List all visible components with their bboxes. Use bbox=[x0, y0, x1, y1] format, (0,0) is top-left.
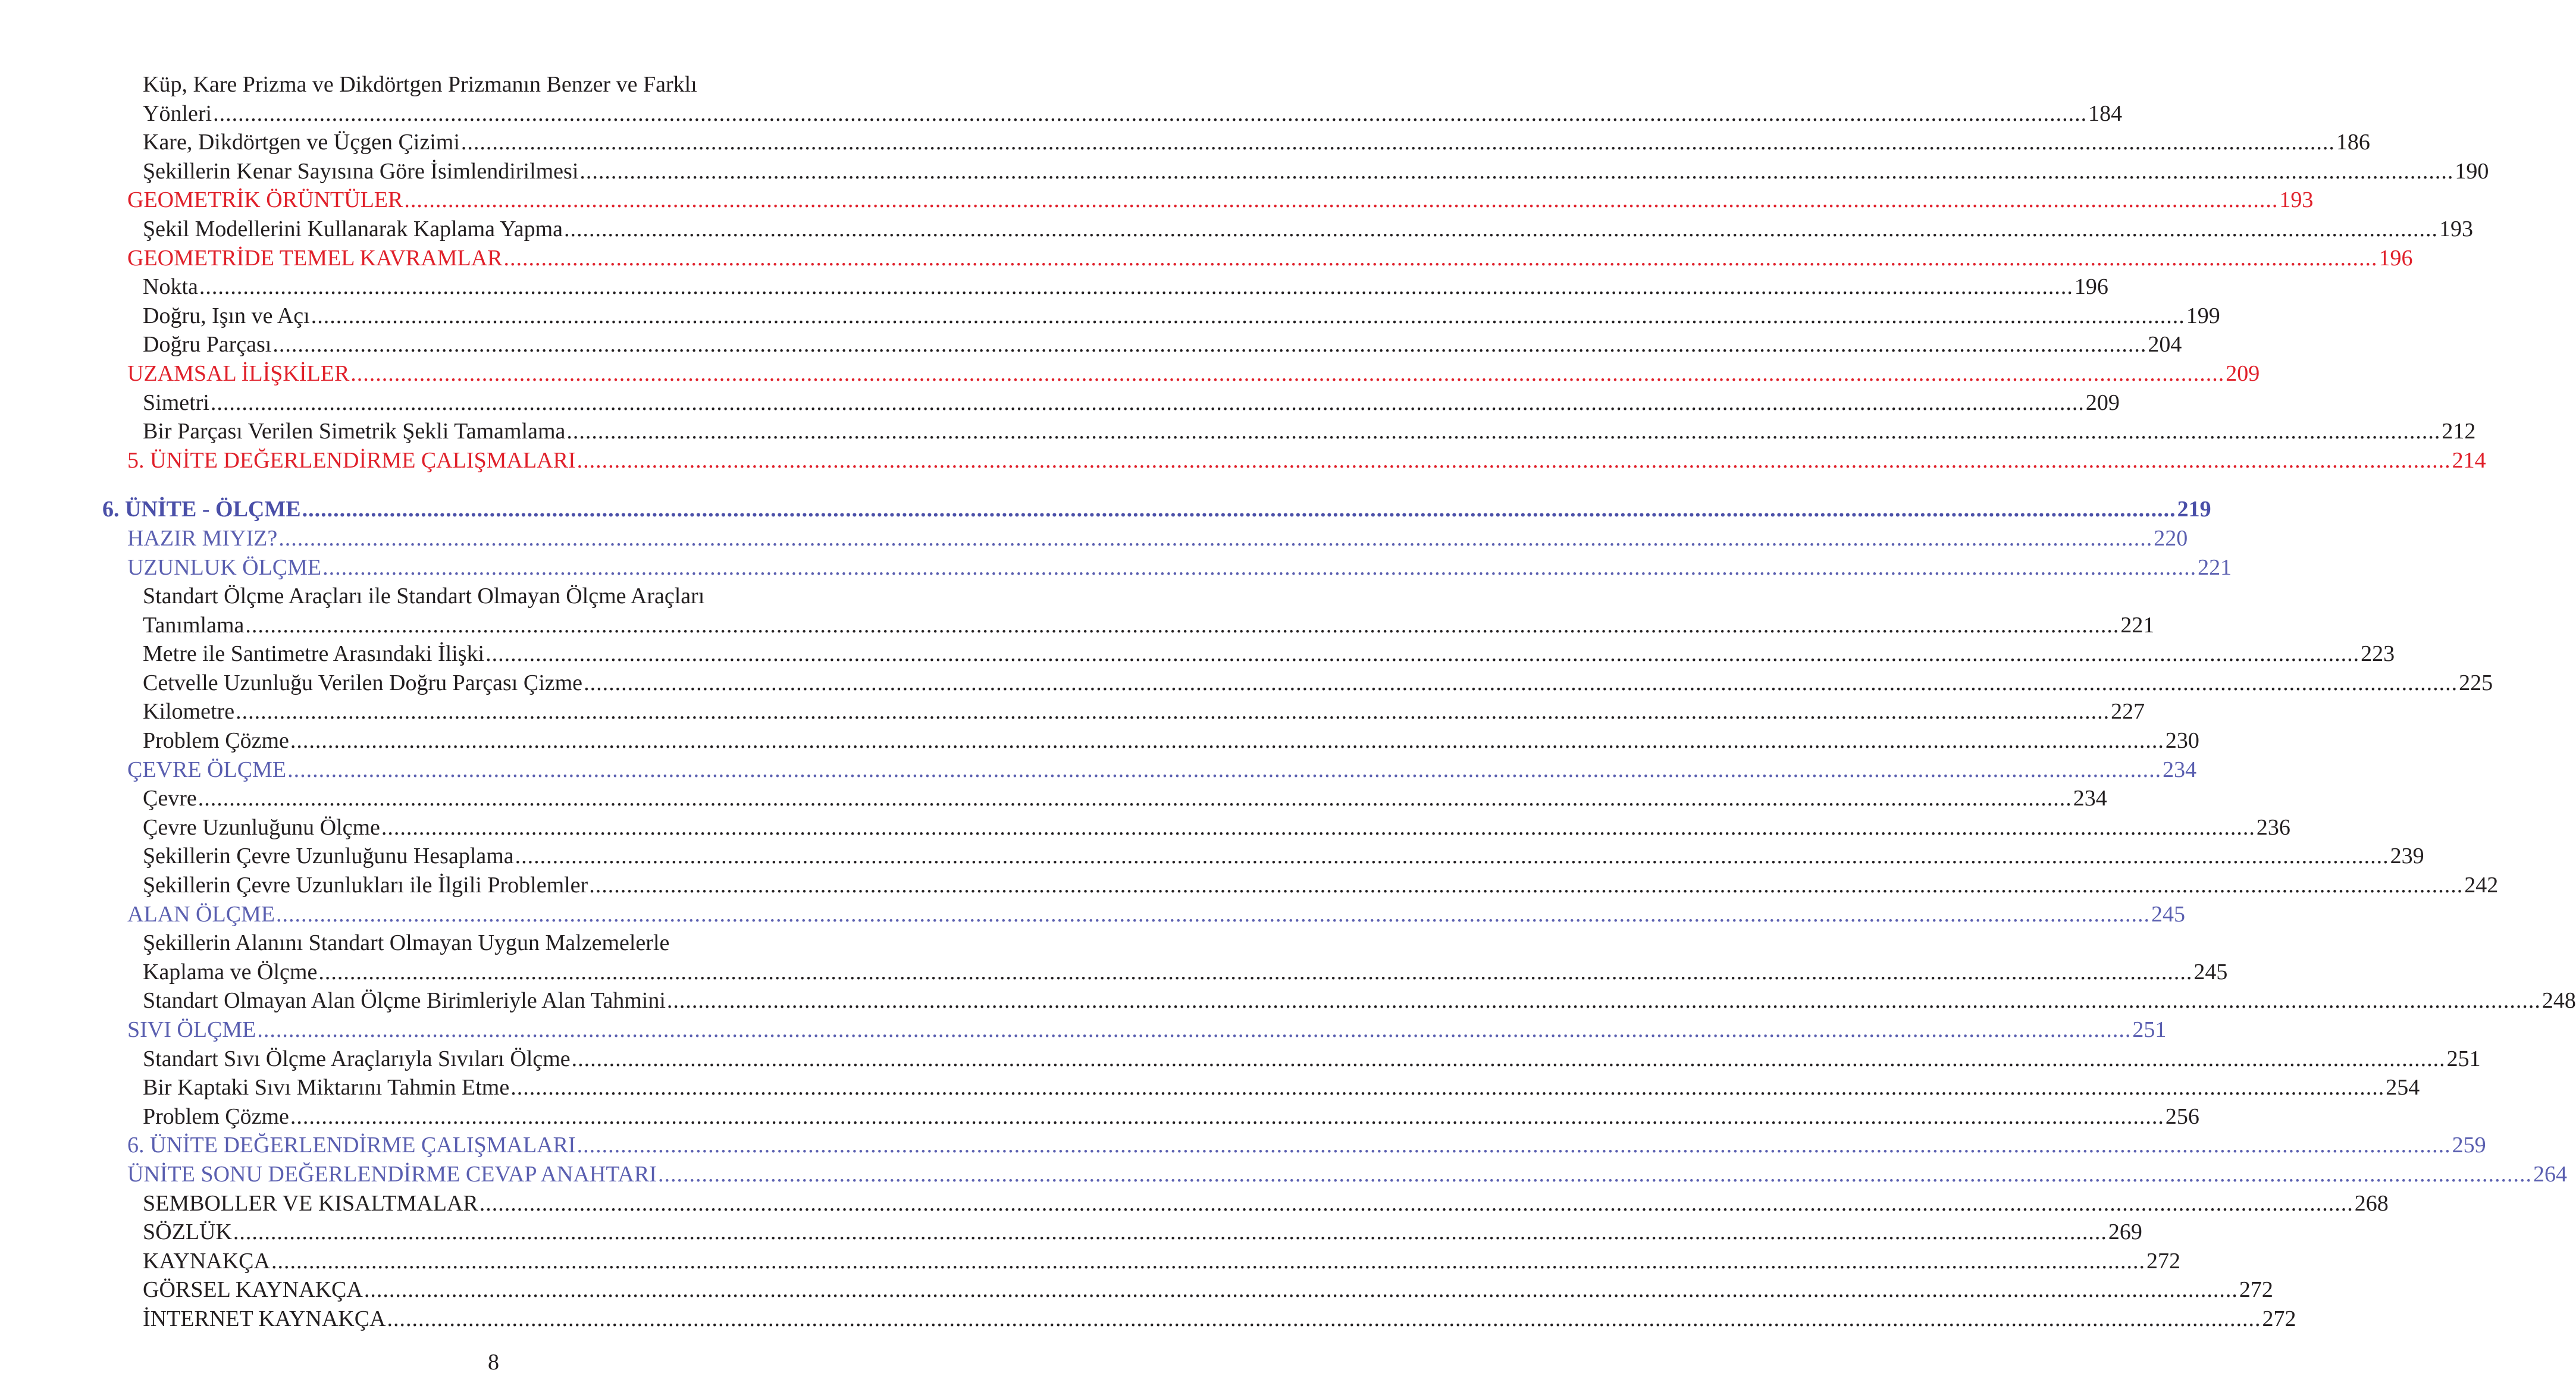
toc-entry-line bbox=[127, 553, 2232, 582]
toc-entry-line bbox=[143, 639, 2395, 669]
toc-entry-line bbox=[127, 524, 2188, 553]
toc-group-unit-6 bbox=[0, 495, 2576, 1333]
toc-entry-title: İNTERNET KAYNAKÇA bbox=[143, 1305, 387, 1334]
dot-leader: ............................................................................................................................................................................................................................................................................................................ bbox=[278, 525, 2153, 551]
dot-leader: ............................................................................................................................................................................................................................................................................................................ bbox=[479, 1190, 2354, 1216]
toc-entry-line bbox=[143, 1247, 2180, 1276]
toc-entry[interactable] bbox=[0, 697, 2145, 726]
toc-entry-title: Kaplama ve Ölçme bbox=[143, 958, 318, 987]
toc-entry[interactable] bbox=[0, 1015, 2167, 1045]
dot-leader: ............................................................................................................................................................................................................................................................................................................ bbox=[584, 670, 2458, 695]
toc-entry-page: 193 bbox=[2278, 186, 2313, 215]
toc-entry-page: 220 bbox=[2152, 524, 2188, 553]
dot-leader: ............................................................................................................................................................................................................................................................................................................ bbox=[272, 332, 2147, 358]
toc-entry-page: 245 bbox=[2150, 900, 2185, 929]
unit-gap bbox=[0, 475, 987, 495]
toc-entry-line bbox=[127, 1015, 2167, 1045]
toc-entry[interactable] bbox=[0, 157, 2489, 186]
toc-entry-title: Tanımlama bbox=[143, 611, 245, 640]
dot-leader: ............................................................................................................................................................................................................................................................................................................ bbox=[198, 786, 2072, 811]
toc-entry[interactable] bbox=[0, 417, 2476, 446]
toc-entry[interactable] bbox=[0, 1131, 2486, 1160]
toc-entry-title: UZUNLUK ÖLÇME bbox=[127, 553, 322, 582]
dot-leader: ............................................................................................................................................................................................................................................................................................................ bbox=[387, 1306, 2261, 1331]
toc-entry[interactable] bbox=[0, 813, 2290, 842]
toc-entry-line bbox=[143, 958, 2228, 987]
dot-leader: ............................................................................................................................................................................................................................................................................................................ bbox=[589, 873, 2464, 898]
toc-entry-page: 245 bbox=[2192, 958, 2227, 987]
toc-entry-line bbox=[143, 611, 2155, 640]
dot-leader: ............................................................................................................................................................................................................................................................................................................ bbox=[485, 641, 2360, 667]
toc-entry-title: Standart Olmayan Alan Ölçme Birimleriyle Alan Tahmini bbox=[143, 986, 667, 1015]
toc-entry-line bbox=[127, 359, 2260, 388]
dot-leader: ............................................................................................................................................................................................................................................................................................................ bbox=[381, 814, 2255, 840]
dot-leader: ............................................................................................................................................................................................................................................................................................................ bbox=[566, 419, 2441, 444]
toc-entry[interactable] bbox=[0, 611, 2155, 640]
toc-entry-page: 225 bbox=[2458, 669, 2493, 698]
toc-entry[interactable] bbox=[0, 99, 2123, 128]
toc-entry-page: 184 bbox=[2087, 99, 2122, 128]
toc-entry-title: KAYNAKÇA bbox=[143, 1247, 271, 1276]
toc-entry-title: Standart Sıvı Ölçme Araçlarıyla Sıvıları Ölçme bbox=[143, 1045, 572, 1074]
toc-entry-page: 193 bbox=[2438, 215, 2473, 244]
toc-entry[interactable] bbox=[0, 1073, 2420, 1102]
toc-entry-title: Şekillerin Kenar Sayısına Göre İsimlendirilmesi bbox=[143, 157, 579, 186]
toc-entry[interactable] bbox=[0, 446, 2486, 475]
dot-leader: ............................................................................................................................................................................................................................................................................................................ bbox=[318, 959, 2193, 985]
toc-entry[interactable] bbox=[0, 842, 2424, 871]
toc-entry-title: Çevre bbox=[143, 784, 198, 813]
dot-leader: ............................................................................................................................................................................................................................................................................................................ bbox=[311, 303, 2185, 328]
toc-entry-line bbox=[143, 330, 2182, 359]
toc-entry-title: GEOMETRİDE TEMEL KAVRAMLAR bbox=[127, 244, 504, 273]
toc-entry-line bbox=[143, 1275, 2273, 1305]
dot-leader: ............................................................................................................................................................................................................................................................................................................ bbox=[503, 245, 2378, 271]
toc-entry-first-line: Şekillerin Alanını Standart Olmayan Uygun Malzemelerle bbox=[143, 930, 670, 956]
toc-entry-page: 209 bbox=[2085, 388, 2120, 418]
dot-leader: ............................................................................................................................................................................................................................................................................................................ bbox=[236, 699, 2110, 725]
toc-entry-page: 242 bbox=[2463, 871, 2498, 900]
toc-entry-page: 256 bbox=[2164, 1102, 2199, 1131]
toc-entry-line bbox=[143, 784, 2107, 813]
toc-entry-title: Bir Parçası Verilen Simetrik Şekli Tamamlama bbox=[143, 417, 566, 446]
toc-entry-line bbox=[127, 755, 2197, 785]
dot-leader: ............................................................................................................................................................................................................................................................................................................ bbox=[515, 844, 2389, 869]
toc-entry-title: Simetri bbox=[143, 388, 211, 418]
toc-entry-title: Cetvelle Uzunluğu Verilen Doğru Parçası Çizme bbox=[143, 669, 584, 698]
toc-entry-title: SÖZLÜK bbox=[143, 1218, 233, 1247]
toc-entry-page: 254 bbox=[2384, 1073, 2420, 1102]
toc-entry-title: Yönleri bbox=[143, 99, 213, 128]
dot-leader: ............................................................................................................................................................................................................................................................................................................ bbox=[350, 360, 2225, 386]
toc-entry-line bbox=[143, 1045, 2481, 1074]
toc-entry[interactable] bbox=[0, 524, 2188, 553]
toc-entry-page: 269 bbox=[2107, 1218, 2142, 1247]
toc-entry[interactable] bbox=[0, 1160, 2567, 1189]
toc-entry-page: 221 bbox=[2196, 553, 2232, 582]
toc-entry-page: 196 bbox=[2073, 272, 2108, 302]
toc-entry[interactable] bbox=[0, 669, 2493, 698]
toc-entry-first-line: Standart Ölçme Araçları ile Standart Olmayan Ölçme Araçları bbox=[143, 584, 705, 609]
toc-entry-title: Çevre Uzunluğunu Ölçme bbox=[143, 813, 381, 842]
dot-leader: ............................................................................................................................................................................................................................................................................................................ bbox=[460, 130, 2335, 155]
dot-leader: ............................................................................................................................................................................................................................................................................................................ bbox=[213, 101, 2088, 126]
toc-entry[interactable] bbox=[0, 186, 2314, 215]
toc-entry[interactable] bbox=[0, 1189, 2389, 1218]
toc-entry-line bbox=[127, 900, 2186, 929]
toc-entry[interactable] bbox=[0, 128, 2370, 157]
toc-entry-line bbox=[143, 215, 2474, 244]
toc-entry-line bbox=[143, 669, 2493, 698]
toc-entry-page: 248 bbox=[2541, 986, 2576, 1015]
toc-entry-line bbox=[102, 495, 2211, 524]
toc-entry-title: 5. ÜNİTE DEĞERLENDİRME ÇALIŞMALARI bbox=[127, 446, 577, 475]
toc-entry-title: Problem Çözme bbox=[143, 726, 290, 755]
toc-entry-title: Şekil Modellerini Kullanarak Kaplama Yapma bbox=[143, 215, 564, 244]
table-of-contents bbox=[0, 70, 2576, 1334]
toc-entry-first-line: Küp, Kare Prizma ve Dikdörtgen Prizmanın Benzer ve Farklı bbox=[143, 72, 697, 97]
toc-entry-line bbox=[143, 388, 2120, 418]
dot-leader: ............................................................................................................................................................................................................................................................................................................ bbox=[257, 1017, 2132, 1042]
toc-entry-title: Şekillerin Çevre Uzunlukları ile İlgili Problemler bbox=[143, 871, 589, 900]
toc-entry-title: Doğru, Işın ve Açı bbox=[143, 302, 311, 331]
toc-entry-line bbox=[127, 186, 2314, 215]
toc-entry[interactable] bbox=[0, 1247, 2180, 1276]
toc-entry[interactable] bbox=[0, 215, 2474, 244]
toc-entry-title: 6. ÜNİTE - ÖLÇME bbox=[102, 495, 302, 524]
toc-entry-line bbox=[143, 1102, 2199, 1131]
toc-entry-title: ALAN ÖLÇME bbox=[127, 900, 276, 929]
toc-entry-line bbox=[127, 1160, 2567, 1189]
toc-entry-page: 199 bbox=[2185, 302, 2220, 331]
toc-entry-line bbox=[143, 871, 2499, 900]
dot-leader: ............................................................................................................................................................................................................................................................................................................ bbox=[199, 274, 2073, 300]
dot-leader: ............................................................................................................................................................................................................................................................................................................ bbox=[657, 1161, 2532, 1187]
dot-leader: ............................................................................................................................................................................................................................................................................................................ bbox=[287, 757, 2162, 782]
page-number: 8 bbox=[488, 1350, 499, 1375]
toc-entry-page: 272 bbox=[2238, 1275, 2273, 1305]
toc-entry[interactable] bbox=[0, 330, 2182, 359]
toc-entry-title: Metre ile Santimetre Arasındaki İlişki bbox=[143, 639, 485, 669]
toc-entry-line bbox=[127, 244, 2413, 273]
toc-entry[interactable] bbox=[0, 755, 2197, 785]
dot-leader: ............................................................................................................................................................................................................................................................................................................ bbox=[576, 447, 2451, 473]
toc-entry-page: 196 bbox=[2378, 244, 2413, 273]
toc-entry-page: 264 bbox=[2532, 1160, 2567, 1189]
toc-entry-page: 234 bbox=[2072, 784, 2107, 813]
dot-leader: ............................................................................................................................................................................................................................................................................................................ bbox=[666, 988, 2541, 1014]
toc-entry-title: Bir Kaptaki Sıvı Miktarını Tahmin Etme bbox=[143, 1073, 510, 1102]
toc-entry-title: Nokta bbox=[143, 272, 199, 302]
dot-leader: ............................................................................................................................................................................................................................................................................................................ bbox=[302, 497, 2176, 522]
dot-leader: ............................................................................................................................................................................................................................................................................................................ bbox=[404, 187, 2279, 213]
toc-entry-page: 230 bbox=[2164, 726, 2199, 755]
toc-entry[interactable] bbox=[0, 302, 2220, 331]
dot-leader: ............................................................................................................................................................................................................................................................................................................ bbox=[322, 554, 2197, 580]
toc-entry-title: GÖRSEL KAYNAKÇA bbox=[143, 1275, 364, 1305]
toc-entry-page: 186 bbox=[2335, 128, 2370, 157]
toc-entry[interactable] bbox=[0, 1275, 2273, 1305]
toc-entry-line bbox=[143, 157, 2489, 186]
dot-leader: ............................................................................................................................................................................................................................................................................................................ bbox=[245, 612, 2120, 638]
dot-leader: ............................................................................................................................................................................................................................................................................................................ bbox=[510, 1075, 2385, 1101]
dot-leader: ............................................................................................................................................................................................................................................................................................................ bbox=[290, 728, 2164, 754]
toc-entry-page: 272 bbox=[2261, 1305, 2296, 1334]
toc-entry-line bbox=[143, 1218, 2142, 1247]
dot-leader: ............................................................................................................................................................................................................................................................................................................ bbox=[571, 1046, 2446, 1071]
toc-entry-page: 268 bbox=[2354, 1189, 2389, 1218]
toc-entry[interactable] bbox=[0, 871, 2499, 900]
toc-entry-page: 204 bbox=[2146, 330, 2182, 359]
toc-entry-page: 212 bbox=[2440, 417, 2475, 446]
toc-entry-line bbox=[127, 446, 2486, 475]
toc-entry-page: 272 bbox=[2145, 1247, 2180, 1276]
toc-entry-page: 251 bbox=[2131, 1015, 2166, 1045]
dot-leader: ............................................................................................................................................................................................................................................................................................................ bbox=[564, 216, 2439, 242]
toc-entry[interactable] bbox=[0, 639, 2395, 669]
dot-leader: ............................................................................................................................................................................................................................................................................................................ bbox=[363, 1277, 2238, 1303]
toc-entry-line bbox=[143, 986, 2576, 1015]
toc-entry-line bbox=[143, 1189, 2389, 1218]
toc-entry-title: Şekillerin Çevre Uzunluğunu Hesaplama bbox=[143, 842, 515, 871]
toc-entry-page: 221 bbox=[2119, 611, 2154, 640]
toc-entry-title: 6. ÜNİTE DEĞERLENDİRME ÇALIŞMALARI bbox=[127, 1131, 577, 1160]
toc-entry-title: Doğru Parçası bbox=[143, 330, 272, 359]
toc-entry-page: 214 bbox=[2451, 446, 2486, 475]
toc-entry-line bbox=[143, 1305, 2296, 1334]
toc-entry-title: SIVI ÖLÇME bbox=[127, 1015, 257, 1045]
toc-entry[interactable] bbox=[0, 272, 2108, 302]
toc-entry[interactable] bbox=[0, 359, 2260, 388]
toc-entry-line bbox=[143, 697, 2145, 726]
toc-entry-title: Kilometre bbox=[143, 697, 236, 726]
toc-entry-page: 190 bbox=[2453, 157, 2489, 186]
toc-entry[interactable] bbox=[0, 986, 2576, 1015]
dot-leader: ............................................................................................................................................................................................................................................................................................................ bbox=[210, 390, 2085, 415]
toc-entry[interactable] bbox=[0, 1305, 2296, 1334]
toc-entry-page: 234 bbox=[2161, 755, 2196, 785]
dot-leader: ............................................................................................................................................................................................................................................................................................................ bbox=[276, 901, 2151, 927]
toc-entry-line bbox=[143, 272, 2108, 302]
toc-entry-line bbox=[143, 128, 2370, 157]
toc-entry-page: 219 bbox=[2176, 495, 2211, 524]
toc-entry-line bbox=[127, 1131, 2486, 1160]
toc-entry[interactable] bbox=[0, 388, 2120, 418]
toc-entry[interactable] bbox=[0, 784, 2107, 813]
toc-entry-page: 223 bbox=[2359, 639, 2395, 669]
toc-entry-line bbox=[143, 813, 2290, 842]
toc-entry-page: 259 bbox=[2451, 1131, 2486, 1160]
toc-entry[interactable] bbox=[0, 1218, 2142, 1247]
toc-entry-title: Kare, Dikdörtgen ve Üçgen Çizimi bbox=[143, 128, 461, 157]
toc-entry-line bbox=[143, 417, 2476, 446]
toc-entry-title: UZAMSAL İLİŞKİLER bbox=[127, 359, 350, 388]
toc-entry[interactable] bbox=[0, 958, 2228, 987]
toc-entry[interactable] bbox=[0, 900, 2186, 929]
toc-entry-title: GEOMETRİK ÖRÜNTÜLER bbox=[127, 186, 404, 215]
toc-entry[interactable] bbox=[0, 553, 2232, 582]
toc-entry-line bbox=[143, 1073, 2420, 1102]
toc-entry-page: 209 bbox=[2224, 359, 2260, 388]
toc-entry-title: HAZIR MIYIZ? bbox=[127, 524, 278, 553]
toc-entry-title: SEMBOLLER VE KISALTMALAR bbox=[143, 1189, 480, 1218]
dot-leader: ............................................................................................................................................................................................................................................................................................................ bbox=[271, 1248, 2145, 1274]
dot-leader: ............................................................................................................................................................................................................................................................................................................ bbox=[233, 1219, 2107, 1245]
toc-group-unit-5 bbox=[0, 70, 2489, 475]
toc-entry[interactable] bbox=[0, 495, 2211, 524]
toc-entry[interactable] bbox=[0, 726, 2199, 755]
toc-entry-line bbox=[143, 302, 2220, 331]
toc-entry-title: ÇEVRE ÖLÇME bbox=[127, 755, 287, 785]
toc-entry[interactable] bbox=[0, 1102, 2199, 1131]
toc-entry-line bbox=[143, 842, 2424, 871]
toc-entry[interactable] bbox=[0, 1045, 2481, 1074]
toc-entry-page: 251 bbox=[2446, 1045, 2481, 1074]
dot-leader: ............................................................................................................................................................................................................................................................................................................ bbox=[579, 158, 2454, 184]
toc-entry-title: ÜNİTE SONU DEĞERLENDİRME CEVAP ANAHTARI bbox=[127, 1160, 658, 1189]
toc-entry[interactable] bbox=[0, 244, 2413, 273]
toc-entry-line bbox=[143, 99, 2123, 128]
toc-entry-page: 227 bbox=[2110, 697, 2145, 726]
dot-leader: ............................................................................................................................................................................................................................................................................................................ bbox=[576, 1133, 2451, 1158]
toc-entry-title: Problem Çözme bbox=[143, 1102, 290, 1131]
toc-entry-page: 239 bbox=[2389, 842, 2424, 871]
dot-leader: ............................................................................................................................................................................................................................................................................................................ bbox=[290, 1103, 2164, 1129]
toc-entry-page: 236 bbox=[2255, 813, 2290, 842]
toc-entry-line bbox=[143, 726, 2199, 755]
